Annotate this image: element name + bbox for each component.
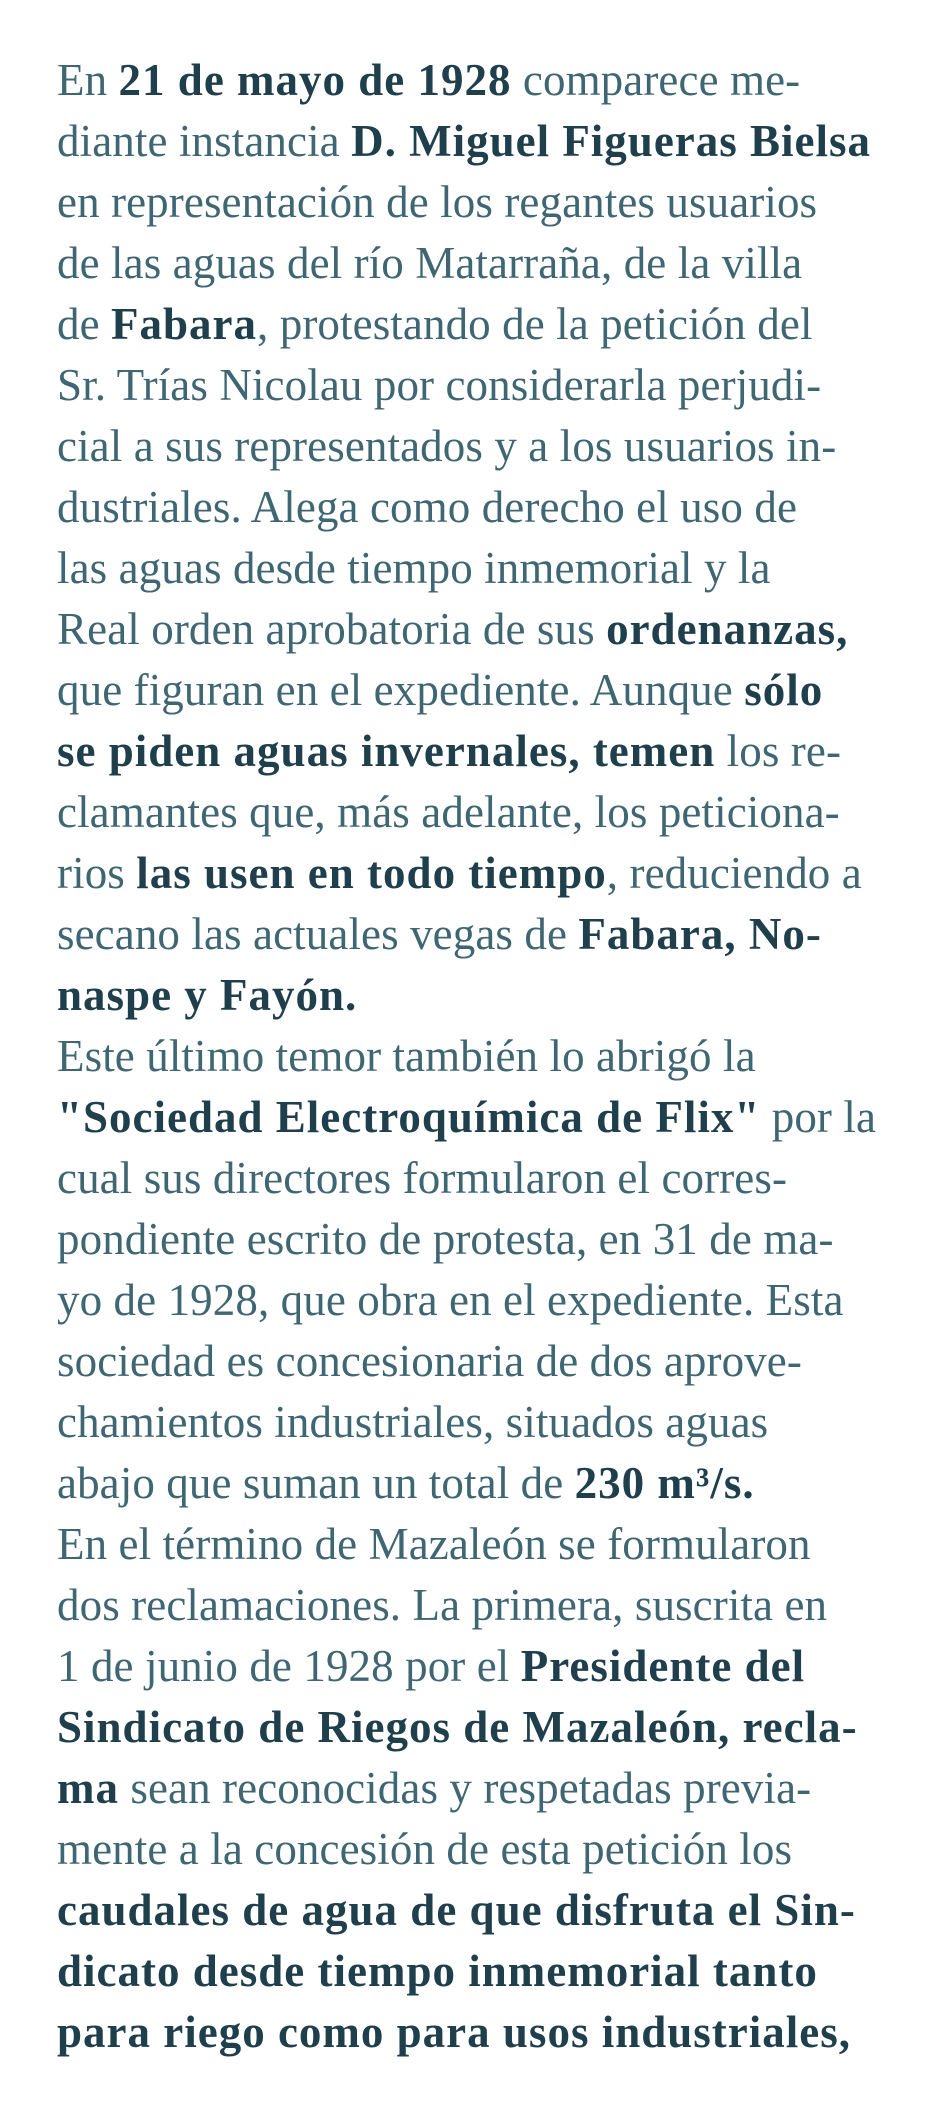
text-segment: Este último temor también lo abrigó la [57, 1031, 756, 1081]
document-body-text [57, 50, 937, 2063]
text-segment: los re- [715, 726, 842, 776]
text-segment: clamantes que, más adelante, los peticiona- [57, 787, 840, 837]
text-line [57, 660, 937, 721]
bold-text-segment: caudales de agua de que disfruta el Sin- [57, 1885, 856, 1935]
text-segment: Real orden aprobatoria de sus [57, 604, 607, 654]
text-line [57, 2002, 937, 2063]
bold-text-segment: se piden aguas invernales, temen [57, 726, 716, 776]
bold-text-segment: D. Miguel Figueras Bielsa [351, 116, 872, 166]
text-segment: que figuran en el expediente. Aunque [57, 665, 745, 715]
bold-text-segment: para riego como para usos industriales, [57, 2007, 852, 2057]
text-segment: , protestando de la petición del [257, 299, 813, 349]
text-line [57, 1392, 937, 1453]
bold-text-segment: las usen en todo tiempo [136, 848, 607, 898]
bold-text-segment: Fabara, No- [578, 909, 822, 959]
bold-text-segment: ma [57, 1763, 119, 1813]
bold-text-segment: 21 de mayo de 1928 [118, 55, 512, 105]
text-segment: abajo que suman un total de [57, 1458, 575, 1508]
text-line [57, 355, 937, 416]
text-line [57, 416, 937, 477]
bold-text-segment: naspe y Fayón. [57, 970, 358, 1020]
bold-text-segment: dicato desde tiempo inmemorial tanto [57, 1946, 818, 1996]
text-line [57, 172, 937, 233]
text-segment: yo de 1928, que obra en el expediente. Esta [57, 1275, 844, 1325]
text-segment: las aguas desde tiempo inmemorial y la [57, 543, 771, 593]
text-line [57, 1331, 937, 1392]
text-segment: dos reclamaciones. La primera, suscrita en [57, 1580, 828, 1630]
text-line [57, 1087, 937, 1148]
text-segment: , reduciendo a [606, 848, 862, 898]
text-segment: mente a la concesión de esta petición los [57, 1824, 793, 1874]
text-line [57, 1148, 937, 1209]
bold-text-segment: 230 m³/s. [574, 1458, 755, 1508]
bold-text-segment: Presidente del [520, 1641, 806, 1691]
text-line [57, 233, 937, 294]
text-line [57, 1026, 937, 1087]
text-line [57, 782, 937, 843]
text-line [57, 965, 937, 1026]
text-segment: En el término de Mazaleón se formularon [57, 1519, 811, 1569]
bold-text-segment: "Sociedad Electroquímica de Flix" [57, 1092, 761, 1142]
text-line [57, 294, 937, 355]
bold-text-segment: Sindicato de Riegos de Mazaleón, recla- [57, 1702, 858, 1752]
text-line [57, 111, 937, 172]
text-line [57, 1514, 937, 1575]
text-segment: de las aguas del río Matarraña, de la villa [57, 238, 803, 288]
text-line [57, 599, 937, 660]
text-segment: dustriales. Alega como derecho el uso de [57, 482, 798, 532]
text-line [57, 843, 937, 904]
text-segment: de [57, 299, 112, 349]
text-segment: rios [57, 848, 137, 898]
text-segment: cial a sus representados y a los usuarios in- [57, 421, 837, 471]
text-line [57, 1758, 937, 1819]
text-line [57, 1941, 937, 2002]
text-segment: chamientos industriales, situados aguas [57, 1397, 769, 1447]
text-segment: sociedad es concesionaria de dos aprove- [57, 1336, 802, 1386]
text-line [57, 538, 937, 599]
text-segment: diante instancia [57, 116, 352, 166]
text-line [57, 1636, 937, 1697]
text-line [57, 1575, 937, 1636]
bold-text-segment: sólo [744, 665, 824, 715]
text-line [57, 1880, 937, 1941]
text-segment: comparece me- [511, 55, 801, 105]
bold-text-segment: ordenanzas, [606, 604, 849, 654]
text-segment: por la [760, 1092, 877, 1142]
document-page [57, 50, 937, 2063]
text-line [57, 1697, 937, 1758]
text-segment: 1 de junio de 1928 por el [57, 1641, 521, 1691]
text-line [57, 721, 937, 782]
text-line [57, 477, 937, 538]
text-line [57, 1819, 937, 1880]
text-line [57, 1270, 937, 1331]
text-segment: En [57, 55, 119, 105]
text-segment: Sr. Trías Nicolau por considerarla perjudi- [57, 360, 822, 410]
text-segment: en representación de los regantes usuarios [57, 177, 818, 227]
text-line [57, 50, 937, 111]
text-line [57, 904, 937, 965]
bold-text-segment: Fabara [111, 299, 258, 349]
text-line [57, 1453, 937, 1514]
text-segment: secano las actuales vegas de [57, 909, 579, 959]
text-line [57, 1209, 937, 1270]
text-segment: sean reconocidas y respetadas previa- [119, 1763, 812, 1813]
text-segment: pondiente escrito de protesta, en 31 de ma- [57, 1214, 834, 1264]
text-segment: cual sus directores formularon el corres- [57, 1153, 788, 1203]
